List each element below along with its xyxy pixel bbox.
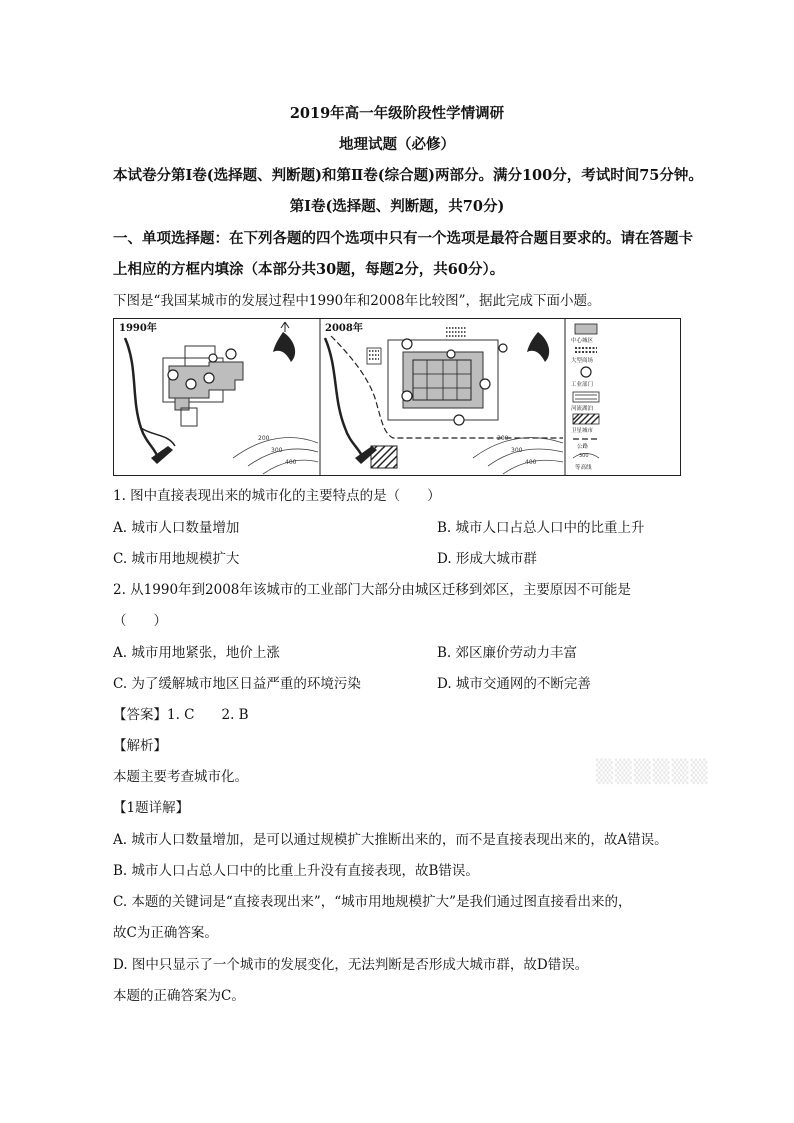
factory-marker [499, 344, 507, 352]
detail-b: B. 城市人口占总人口中的比重上升没有直接表现，故B错误。 [113, 863, 479, 879]
watermark: ▒▒▒▒▒▒ [596, 760, 710, 785]
analysis-text: 本题主要考查城市化。 [113, 769, 248, 785]
factory-marker [209, 354, 217, 362]
exam-intro: 本试卷分第Ⅰ卷(选择题、判断题)和第Ⅱ卷(综合题)两部分。满分100分，考试时间75分钟。 [113, 167, 703, 184]
question-1-stem: 1. 图中直接表现出来的城市化的主要特点的是（ ） [113, 488, 441, 504]
factory-marker [204, 373, 214, 383]
legend-mall: 大型商场 [571, 358, 594, 364]
contour-label: 300 [271, 447, 283, 454]
legend-water: 河流湖泊 [571, 406, 594, 412]
contour-label: 400 [285, 459, 297, 466]
detail-c-line1: C. 本题的关键词是“直接表现出来”，“城市用地规模扩大”是我们通过图直接看出来的， [113, 894, 632, 910]
legend-factory-swatch [581, 367, 591, 377]
panel2-label: 2008年 [325, 323, 363, 334]
contour-label: 300 [511, 447, 523, 454]
factory-marker [402, 391, 412, 401]
legend-water-swatch [573, 392, 599, 402]
panel1-label: 1990年 [119, 323, 157, 334]
contour-label: 400 [525, 459, 537, 466]
exam-subtitle: 地理试题（必修） [339, 136, 455, 153]
city-comparison-map [113, 318, 681, 476]
detail-c-line2: 故C为正确答案。 [113, 925, 218, 941]
legend-contour-value: 300 [579, 453, 589, 459]
question-2-stem-cont: （ ） [113, 613, 167, 629]
part-title: 第Ⅰ卷(选择题、判断题，共70分) [289, 198, 505, 215]
question-2-option-a: A. 城市用地紧张，地价上涨 [113, 645, 280, 661]
factory-marker [480, 379, 490, 389]
factory-marker [186, 379, 196, 389]
legend-contour: 等高线 [575, 465, 592, 471]
conclusion: 本题的正确答案为C。 [113, 988, 245, 1004]
legend-central-district: 中心城区 [571, 338, 594, 344]
section-heading-line2: 上相应的方框内填涂（本部分共30题，每题2分，共60分）。 [113, 261, 505, 278]
figure-intro: 下图是“我国某城市的发展过程中1990年和2008年比较图”，据此完成下面小题。 [113, 293, 601, 309]
analysis-label: 【解析】 [113, 738, 167, 754]
contour-label: 200 [258, 435, 270, 442]
legend-satellite: 卫星城市 [571, 428, 594, 434]
question-1-option-b: B. 城市人口占总人口中的比重上升 [437, 520, 645, 536]
exam-title: 2019年高一年级阶段性学情调研 [289, 105, 505, 122]
legend-central-district-swatch [575, 324, 597, 334]
legend-road: 公路 [577, 444, 589, 450]
factory-marker [454, 415, 464, 425]
factory-marker [168, 370, 178, 380]
question-1-option-d: D. 形成大城市群 [437, 551, 537, 567]
detail-a: A. 城市人口数量增加，是可以通过规模扩大推断出来的，而不是直接表现出来的，故A错误。 [113, 832, 668, 848]
answer-line: 【答案】1. C 2. B [113, 707, 249, 723]
legend-factory: 工业部门 [571, 382, 594, 388]
question-1-option-a: A. 城市人口数量增加 [113, 520, 240, 536]
question-2-option-c: C. 为了缓解城市地区日益严重的环境污染 [113, 676, 361, 692]
detail-d: D. 图中只显示了一个城市的发展变化，无法判断是否形成大城市群，故D错误。 [113, 957, 589, 973]
factory-marker [447, 350, 455, 358]
question-1-option-c: C. 城市用地规模扩大 [113, 551, 240, 567]
section-heading-line1: 一、单项选择题：在下列各题的四个选项中只有一个选项是最符合题目要求的。请在答题卡 [113, 230, 693, 247]
detail-label: 【1题详解】 [113, 800, 190, 816]
factory-marker [402, 339, 412, 349]
question-2-option-d: D. 城市交通网的不断完善 [437, 676, 591, 692]
contour-label: 200 [497, 435, 509, 442]
question-2-option-b: B. 郊区廉价劳动力丰富 [437, 645, 578, 661]
question-2-stem: 2. 从1990年到2008年该城市的工业部门大部分由城区迁移到郊区，主要原因不可能是 [113, 582, 631, 598]
factory-marker [226, 349, 236, 359]
